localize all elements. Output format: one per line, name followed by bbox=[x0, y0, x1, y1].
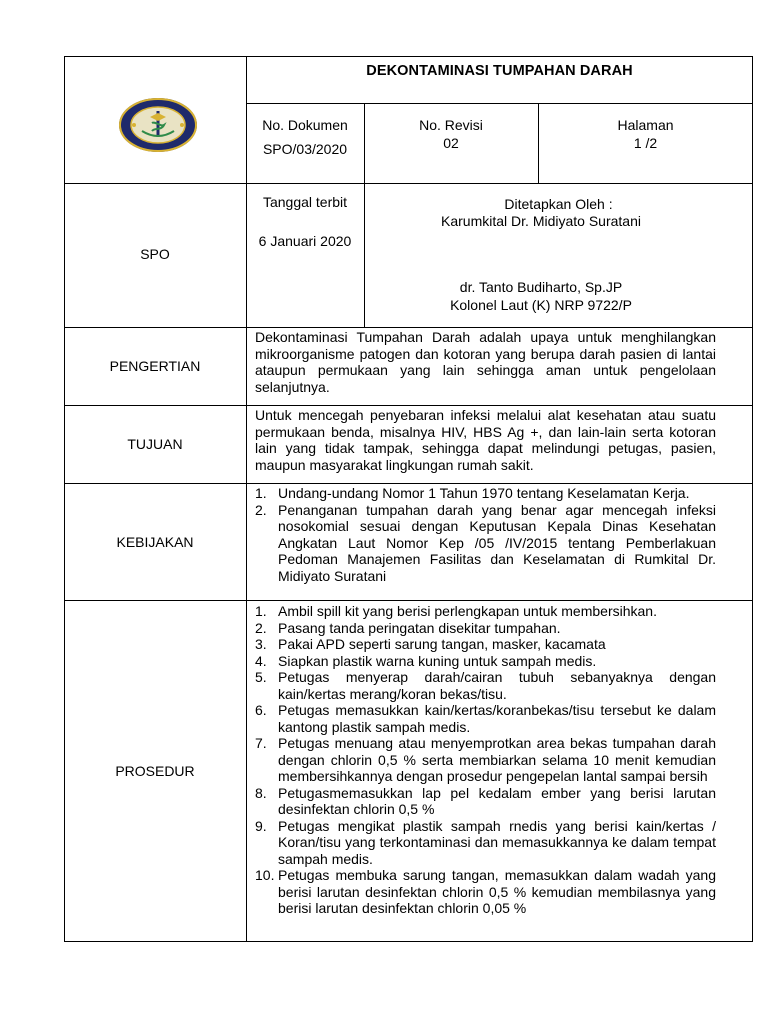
prosedur-item bbox=[255, 735, 716, 785]
kebijakan-item bbox=[255, 502, 716, 585]
pengertian-text: Dekontaminasi Tumpahan Darah adalah upaya untuk menghilangkan mikroorganisme patogen dan kotoran yang berupa darah pasien di lantai ataupun permukaan yang lain sehingga aman untuk pengelolaan selanjutnya. bbox=[255, 329, 716, 395]
spo-label: SPO bbox=[140, 246, 170, 262]
kebijakan-label: KEBIJAKAN bbox=[116, 534, 194, 550]
document-title: DEKONTAMINASI TUMPAHAN DARAH bbox=[366, 63, 633, 79]
prosedur-item bbox=[255, 867, 716, 917]
doc-row-divider bbox=[64, 183, 753, 184]
signer-rank: Kolonel Laut (K) NRP 9722/P bbox=[450, 297, 632, 313]
prosedur-item-number: 8. bbox=[255, 784, 267, 801]
pengertian-label: PENGERTIAN bbox=[109, 358, 201, 374]
pengertian-row-divider bbox=[64, 405, 753, 406]
spo-row-divider bbox=[64, 327, 753, 328]
tanggal-terbit-value: 6 Januari 2020 bbox=[258, 233, 352, 249]
prosedur-item-text: Petugasmemasukkan lap pel kedalam ember yang berisi larutan desinfektan chlorin 0,5 % bbox=[278, 784, 716, 817]
halaman-label: Halaman bbox=[617, 117, 674, 133]
prosedur-item bbox=[255, 636, 716, 653]
halaman-value: 1 /2 bbox=[633, 135, 658, 151]
hospital-logo bbox=[117, 97, 199, 153]
prosedur-label: PROSEDUR bbox=[115, 763, 195, 779]
prosedur-item-number: 9. bbox=[255, 817, 267, 834]
column-divider bbox=[246, 56, 247, 942]
title-row-divider bbox=[246, 103, 753, 104]
prosedur-item bbox=[255, 620, 716, 637]
prosedur-item-text: Petugas mengikat plastik sampah rnedis yang berisi kain/kertas / Koran/tisu yang terkontaminasi dan memasukkannya ke dalam tempat sampah medis. bbox=[278, 817, 716, 867]
tujuan-label: TUJUAN bbox=[127, 436, 183, 452]
prosedur-item bbox=[255, 818, 716, 868]
prosedur-list bbox=[255, 603, 716, 917]
prosedur-item-text: Pasang tanda peringatan disekitar tumpahan. bbox=[278, 619, 561, 636]
no-dokumen-label: No. Dokumen bbox=[262, 117, 348, 133]
kebijakan-list bbox=[255, 485, 716, 584]
prosedur-item-text: Pakai APD seperti sarung tangan, masker, kacamata bbox=[278, 636, 606, 652]
prosedur-item-number: 2. bbox=[255, 619, 267, 636]
kebijakan-item bbox=[255, 485, 716, 502]
no-revisi-value: 02 bbox=[443, 135, 459, 151]
prosedur-item-text: Petugas menyerap darah/cairan tubuh sebanyaknya dengan kain/kertas merang/koran bekas/tisu. bbox=[278, 669, 716, 702]
kebijakan-item-number: 2. bbox=[255, 501, 267, 518]
prosedur-item bbox=[255, 669, 716, 702]
no-revisi-label: No. Revisi bbox=[419, 117, 483, 133]
kebijakan-row-divider bbox=[64, 600, 753, 601]
prosedur-item-number: 10. bbox=[255, 867, 275, 883]
prosedur-item-text: Ambil spill kit yang berisi perlengkapan untuk membersihkan. bbox=[278, 603, 657, 619]
kebijakan-item-text: Undang-undang Nomor 1 Tahun 1970 tentang Keselamatan Kerja. bbox=[278, 485, 690, 501]
prosedur-item bbox=[255, 603, 716, 620]
prosedur-item bbox=[255, 702, 716, 735]
kebijakan-item-number: 1. bbox=[255, 485, 267, 501]
tujuan-text: Untuk mencegah penyebaran infeksi melalui alat kesehatan atau suatu permukaan benda, misalnya HIV, HBS Ag +, dan lain-lain serta kotoran lain yang tidak tampak, sehingga dapat melindungi petugas, pasien, maupun masyarakat lingkungan rumah sakit. bbox=[255, 407, 716, 473]
kebijakan-item-text: Penanganan tumpahan darah yang benar agar mencegah infeksi nosokomial sesuai dengan Keputusan Kepala Dinas Kesehatan Angkatan Laut Nomor Kep /05 /IV/2015 tentang Pemberlakuan Pedoman Manajemen Fasilitas dan Keselamatan di Rumkital Dr. Midiyato Suratani bbox=[278, 501, 716, 584]
prosedur-item-text: Petugas membuka sarung tangan, memasukkan dalam wadah yang berisi larutan desinfektan chlorin 0,5 % kemudian membilasnya yang berisi larutan desinfektan chlorin 0,05 % bbox=[278, 867, 716, 916]
prosedur-item-number: 5. bbox=[255, 669, 267, 685]
prosedur-item-text: Petugas memasukkan kain/kertas/koranbekas/tisu tersebut ke dalam kantong plastik sampah medis. bbox=[278, 702, 716, 735]
prosedur-item-number: 3. bbox=[255, 636, 267, 652]
prosedur-item-text: Siapkan plastik warna kuning untuk sampah medis. bbox=[278, 652, 597, 669]
tujuan-row-divider bbox=[64, 483, 753, 484]
prosedur-item-number: 6. bbox=[255, 702, 267, 718]
signer-name: dr. Tanto Budiharto, Sp.JP bbox=[459, 279, 623, 295]
prosedur-item-text: Petugas menuang atau menyemprotkan area bekas tumpahan darah dengan chlorin 0,5 % serta membiarkan selama 10 menit kemudian membersihkannya dengan prosedur pengepelan lantal sampai bersih bbox=[278, 735, 716, 784]
ditetapkan-label: Ditetapkan Oleh : bbox=[504, 196, 613, 212]
prosedur-item bbox=[255, 785, 716, 818]
prosedur-item-number: 4. bbox=[255, 652, 267, 669]
prosedur-item bbox=[255, 653, 716, 670]
prosedur-item-number: 7. bbox=[255, 735, 267, 751]
prosedur-item-number: 1. bbox=[255, 603, 267, 619]
logo-icon bbox=[117, 97, 199, 153]
ditetapkan-by: Karumkital Dr. Midiyato Suratani bbox=[441, 213, 641, 229]
tanggal-terbit-label: Tanggal terbit bbox=[262, 194, 348, 210]
no-dokumen-value: SPO/03/2020 bbox=[262, 141, 348, 157]
